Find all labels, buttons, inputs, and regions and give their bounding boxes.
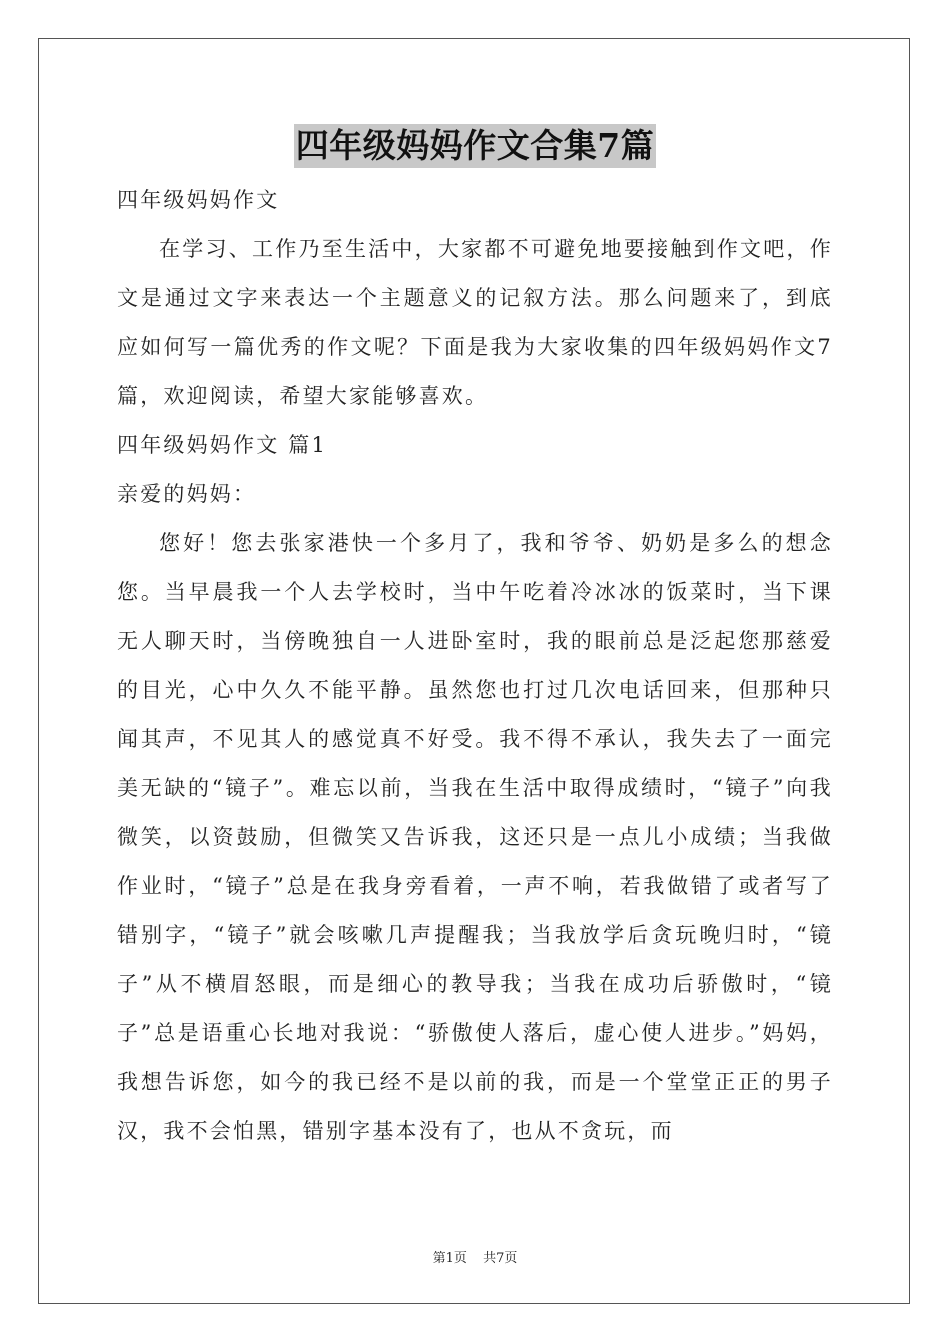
page-number: 第1页 — [432, 1251, 467, 1266]
intro-paragraph: 在学习、工作乃至生活中，大家都不可避免地要接触到作文吧，作文是通过文字来表达一个主题意义的记叙方法。那么问题来了，到底应如何写一篇优秀的作文呢？下面是我为大家收集的四年级妈妈作文7篇，欢迎阅读，希望大家能够喜欢。 — [117, 237, 833, 408]
body-paragraph: 您好！您去张家港快一个多月了，我和爷爷、奶奶是多么的想念您。当早晨我一个人去学校时，当中午吃着冷冰冰的饭菜时，当下课无人聊天时，当傍晚独自一人进卧室时，我的眼前总是泛起您那慈爱的目光，心中久久不能平静。虽然您也打过几次电话回来，但那种只闻其声，不见其人的感觉真不好受。我不得不承认，我失去了一面完美无缺的“镜子”。难忘以前，当我在生活中取得成绩时，“镜子”向我微笑，以资鼓励，但微笑又告诉我，这还只是一点儿小成绩；当我做作业时，“镜子”总是在我身旁看着，一声不响，若我做错了或者写了错别字，“镜子”就会咳嗽几声提醒我；当我放学后贪玩晚归时，“镜子”从不横眉怒眼，而是细心的教导我；当我在成功后骄傲时，“镜子”总是语重心长地对我说：“骄傲使人落后，虚心使人进步。”妈妈，我想告诉您，如今的我已经不是以前的我，而是一个堂堂正正的男子汉，我不会怕黑，错别字基本没有了，也从不贪玩，而 — [117, 531, 833, 1143]
document-body — [117, 176, 833, 1156]
salutation: 亲爱的妈妈： — [117, 482, 257, 506]
page-footer — [0, 1247, 950, 1266]
section-heading: 四年级妈妈作文 篇1 — [117, 433, 328, 457]
page-total: 共7页 — [483, 1251, 518, 1266]
document-title: 四年级妈妈作文合集7篇 — [294, 124, 656, 168]
title-container — [0, 124, 950, 168]
intro-heading: 四年级妈妈作文 — [117, 188, 280, 212]
